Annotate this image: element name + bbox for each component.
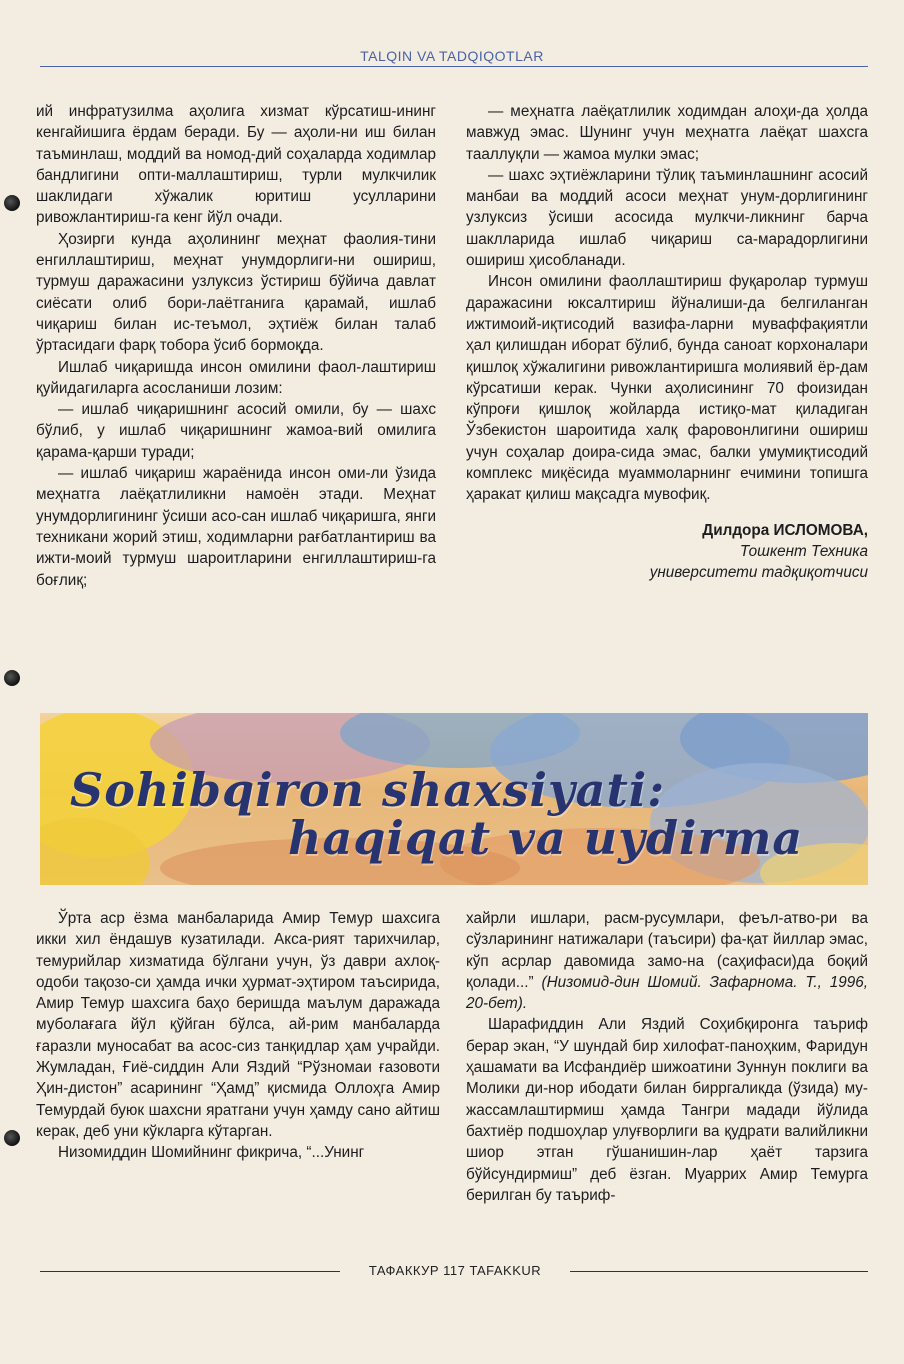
paragraph: — шахс эҳтиёжларини тўлиқ таъминлашнинг асосий манбаи ва моддий асоси меҳнат унум-дорлигининг узлуксиз ўсиши асосида мулкчи-ликнинг барча шаклларида ишлаб чиқариш са-марадорлигини ошириш ҳисобланади. xyxy=(466,166,868,270)
punch-hole-bottom xyxy=(4,1130,20,1146)
punch-hole-middle xyxy=(4,670,20,686)
author-affiliation-line2: университети тадқиқотчиси xyxy=(649,564,868,582)
paragraph: Низомиддин Шомийнинг фикрича, “...Унинг xyxy=(58,1144,365,1162)
quote-text: хайрли ишлари, расм-русумлари, феъл-атво-ри ва сўзларининг натижалари (таъсири) фа-қат йиллар эмас, кўп асрлар давомида замо-на (саҳифаси)да боқий қолади...” xyxy=(466,910,868,991)
article2-column-left xyxy=(36,908,440,1164)
signature-block xyxy=(466,520,868,584)
article2-column-right xyxy=(466,908,868,1206)
banner-title-line1: Sohibqiron shaxsiyati: xyxy=(70,763,666,817)
paragraph: Ҳозирги кунда аҳолининг меҳнат фаолия-тини енгиллаштириш, меҳнат унумдорлиги-ни ошириш, турмуш даражасини узлуксиз ўстириш бўйича давлат сиёсати олиб бори-лаётганига қарамай, ишлаб чиқариш билан ис-теъмол, эҳтиёж билан талаб ўртасидаги фарқ тобора ўсиб бормоқда. xyxy=(36,230,436,355)
paragraph: — ишлаб чиқаришнинг асосий омили, бу — шахс бўлиб, у ишлаб чиқаришнинг жамоа-вий омилига қарама-қарши туради; xyxy=(36,401,436,461)
paragraph: Инсон омилини фаоллаштириш фуқаролар турмуш даражасини юксалтириш йўналиши-да белгиланган ижтимоий-иқтисодий вазифа-ларни муваффақиятли ҳал қилишдан иборат бўлиб, бунда саноат корхоналари қишлоқ хўжалигини ривожлантиришга молиявий ёр-дам кўрсатиши керак. Чунки аҳолисининг 70 фоизидан кўпроғи қишлоқ жойларда истиқо-мат қиладиган Ўзбекистон шароитида халқ фаровонлигини ошириш учун соҳалар доира-сида эмас, балки умумиқтисодий комплекс миқёсида муаммоларнинг ечимини топишга ҳаракат қилиш мақсадга мувофиқ. xyxy=(466,273,868,504)
author-affiliation-line1: Тошкент Техника xyxy=(739,542,868,560)
footer-rule-left xyxy=(40,1271,340,1272)
citation: (Низомид-дин Шомий. Зафарнома. Т., 1996, 20-бет). xyxy=(466,973,868,1013)
page-footer: ТАФАККУР 117 TAFAKKUR xyxy=(368,1263,542,1278)
paragraph: — меҳнатга лаёқатлилик ходимдан алоҳи-да ҳолда мавжуд эмас. Шунинг учун меҳнатга лаёқат шахсга тааллуқли — жамоа мулки эмас; xyxy=(466,103,868,163)
section-header: TALQIN VA TADQIQOTLAR xyxy=(360,48,544,64)
paragraph: Ишлаб чиқаришда инсон омилини фаол-лаштириш қуйидагиларга асосланиши лозим: xyxy=(36,358,436,397)
paragraph: Ўрта аср ёзма манбаларида Амир Темур шахсига икки хил ёндашув кузатилади. Акса-рият тарихчилар, темурийлар хизматида бўлгани учун, ўз даври ахлоқ-одоби тақозо-си ҳамда ички ҳурмат-эҳтиром таъсирида, Амир Темур шахсига баҳо беришда маълум даражада муболағага йўл қўйган бўлса, ай-рим манбаларда ғаразли муносабат ва асос-сиз танқидлар ҳам учрайди. Жумладан, Ғиё-сиддин Али Яздий “Рўзномаи ғазовоти Ҳин-дистон” асарининг “Ҳамд” қисмида Оллоҳга Амир Темурдай буюк шахсни яратгани учун ҳамду сано айтиш керак, деб уни кўкларга кўтарган. xyxy=(36,910,440,1140)
header-rule xyxy=(40,66,868,67)
article1-column-right xyxy=(466,101,868,584)
author-name: Дилдора ИСЛОМОВА, xyxy=(702,521,868,539)
banner-title-line2: haqiqat va uydirma xyxy=(288,811,804,865)
paragraph: ий инфратузилма аҳолига хизмат кўрсатиш-ининг кенгайишига ёрдам беради. Бу — аҳоли-ни иш билан таъминлаш, моддий ва номод-дий соҳаларда ходимлар бандлигини опти-маллаштириш, турли мулкчилик шаклидаги хўжалик юритиш усулларини ривожлантириш-га кенг йўл очади. xyxy=(36,103,436,227)
paragraph: Шарафиддин Али Яздий Соҳибқиронга таъриф берар экан, “У шундай бир хилофат-паноҳким, Фаридун ҳашамати ва Исфандиёр шижоатини Зуннун поклиги ва Молики ди-нор ибодати билан бирргаликда (ўзида) му-жассамлаштирмиш ҳамда Тангри мадади йўлида бахтиёр подшоҳлар улуғворлиги ва қудрати валийликни шиор этган гўшанишин-лар ҳаёт тарзига бўйсундирмиш” деб ёзган. Муаррих Амир Темурга берилган бу таъриф- xyxy=(466,1016,868,1204)
article-title-banner xyxy=(40,713,868,885)
paragraph: — ишлаб чиқариш жараёнида инсон оми-ли ўзида меҳнатга лаёқатлиликни намоён этади. Меҳнат унумдорлигининг ўсиши асо-сан ишлаб чиқаришга, янги техникани жорий этиш, ходимларни рағбатлантириш ва ижти-моий турмуш шароитларини енгиллаштириш-га боғлиқ; xyxy=(36,465,436,589)
footer-rule-right xyxy=(570,1271,868,1272)
paragraph-continued xyxy=(466,908,868,1014)
punch-hole-top xyxy=(4,195,20,211)
article1-column-left xyxy=(36,101,436,591)
